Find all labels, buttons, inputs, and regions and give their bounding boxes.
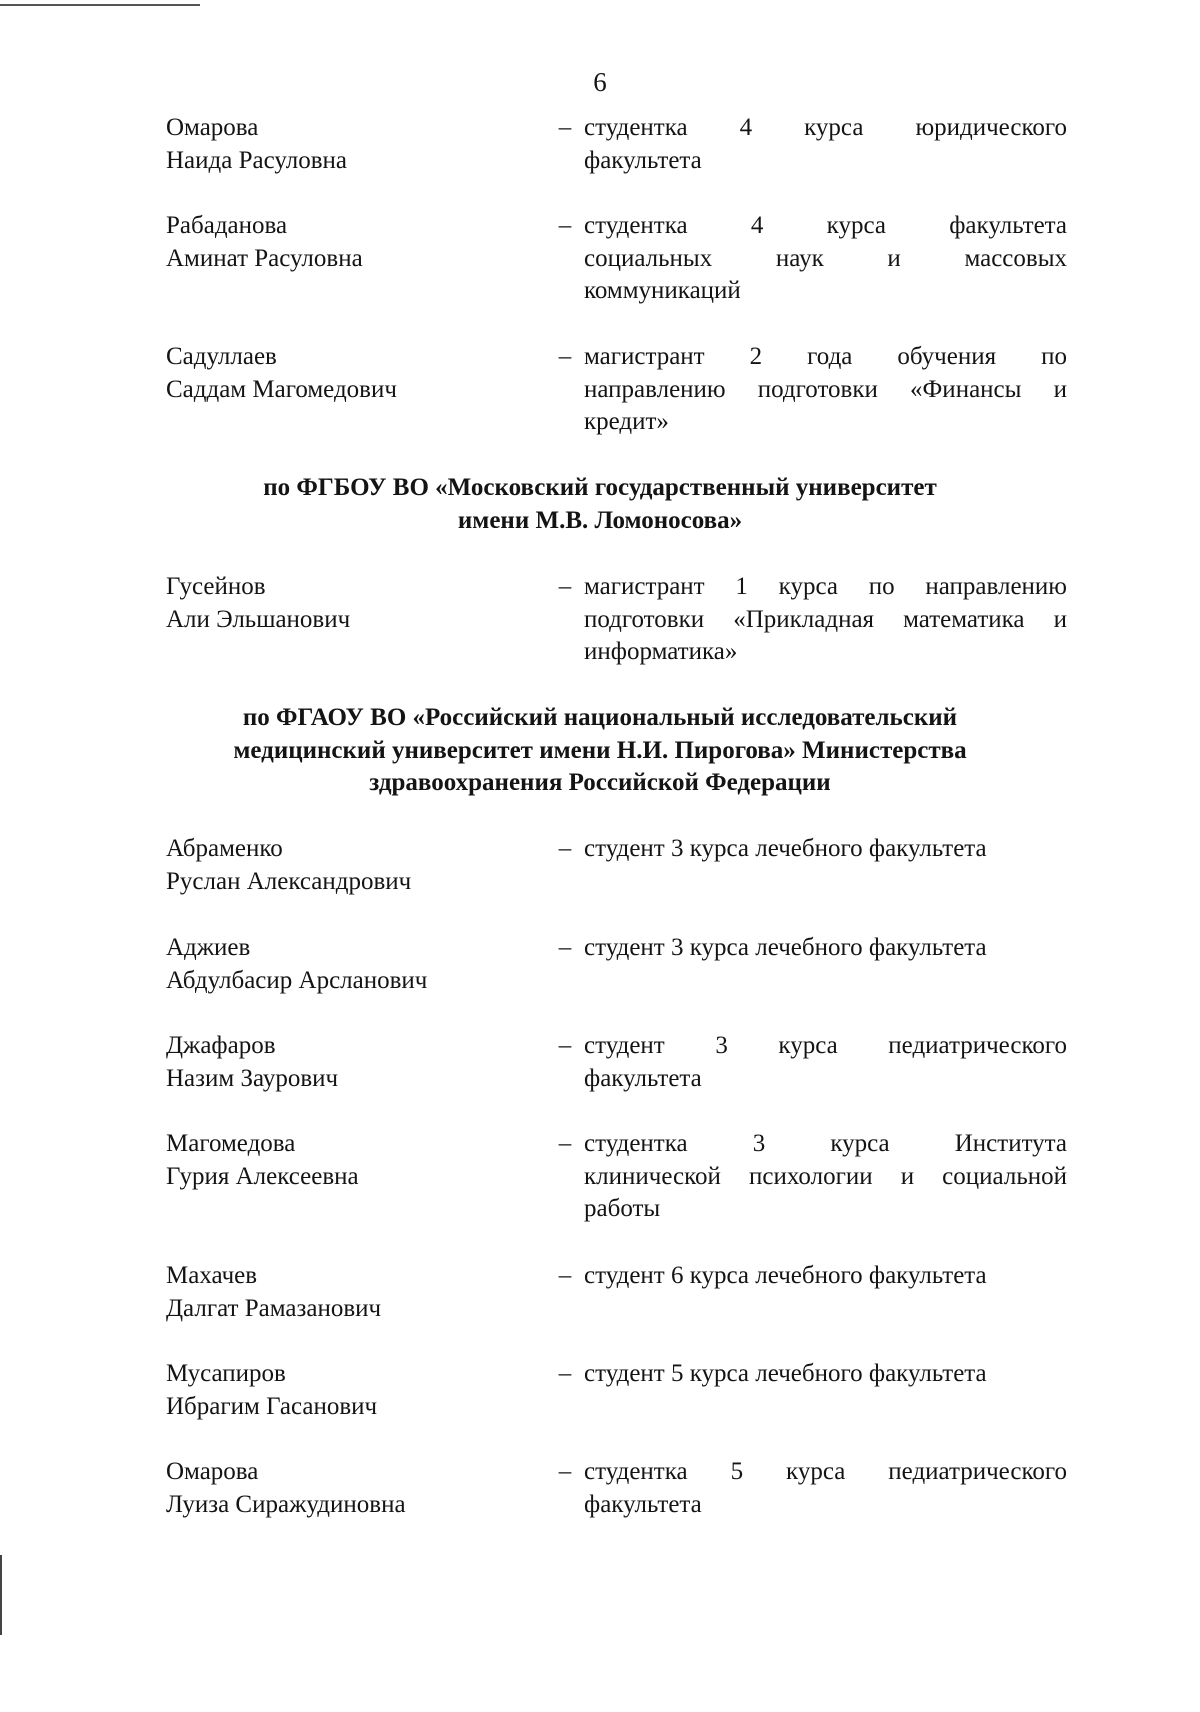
dash: – — [558, 1458, 572, 1485]
given-names: Руслан Александрович — [166, 867, 412, 895]
dash: – — [558, 343, 572, 370]
person-name — [166, 1128, 546, 1193]
description-line: студент 3 курса лечебного факультета — [584, 934, 987, 961]
description-line: студентка 4 курса юридического — [584, 114, 1067, 141]
person-description — [584, 1030, 1067, 1095]
description-line: факультета — [584, 146, 702, 174]
description-line: факультета — [584, 1490, 702, 1518]
section-heading-rnimu — [130, 702, 1070, 800]
description-line: факультета — [584, 1064, 702, 1092]
description-line: студентка 3 курса Института — [584, 1130, 1067, 1157]
scan-margin-mark — [0, 1555, 2, 1635]
person-name — [166, 932, 546, 997]
surname: Магомедова — [166, 1130, 296, 1157]
scan-edge-line — [0, 4, 200, 6]
given-names: Ибрагим Гасанович — [166, 1392, 378, 1420]
dash: – — [558, 114, 572, 141]
heading-line: медицинский университет имени Н.И. Пирогова» Министерства — [233, 736, 967, 764]
person-name — [166, 112, 546, 177]
given-names: Назим Заурович — [166, 1064, 339, 1092]
person-description — [584, 1456, 1067, 1521]
dash: – — [558, 934, 572, 961]
description-line: направлению подготовки «Финансы и — [584, 375, 1067, 403]
surname: Аджиев — [166, 934, 251, 961]
surname: Махачев — [166, 1262, 258, 1289]
given-names: Далгат Рамазанович — [166, 1294, 382, 1322]
given-names: Наида Расуловна — [166, 146, 348, 174]
given-names: Аминат Расуловна — [166, 244, 363, 272]
dash: – — [558, 1360, 572, 1387]
person-description — [584, 1128, 1067, 1226]
description-line: магистрант 2 года обучения по — [584, 343, 1067, 370]
description-line: работы — [584, 1195, 661, 1222]
dash: – — [558, 1262, 572, 1289]
dash: – — [558, 573, 572, 600]
person-name — [166, 1260, 546, 1325]
surname: Рабаданова — [166, 212, 288, 239]
surname: Абраменко — [166, 835, 283, 862]
description-line: студентка 4 курса факультета — [584, 212, 1067, 239]
person-name — [166, 571, 546, 636]
surname: Омарова — [166, 1458, 259, 1485]
description-line: студент 3 курса лечебного факультета — [584, 835, 987, 862]
person-name — [166, 1358, 546, 1423]
surname: Мусапиров — [166, 1360, 286, 1387]
person-name — [166, 1030, 546, 1095]
description-line: студентка 5 курса педиатрического — [584, 1458, 1067, 1485]
heading-line: по ФГБОУ ВО «Московский государственный университет — [263, 474, 937, 501]
person-description — [584, 833, 1067, 866]
description-line: информатика» — [584, 638, 738, 665]
person-description — [584, 210, 1067, 308]
surname: Гусейнов — [166, 573, 266, 600]
given-names: Луиза Сиражудиновна — [166, 1490, 406, 1518]
given-names: Али Эльшанович — [166, 605, 351, 633]
page-number: 6 — [593, 67, 607, 97]
person-name — [166, 1456, 546, 1521]
dash: – — [558, 1130, 572, 1157]
heading-line: по ФГАОУ ВО «Российский национальный исследовательский — [242, 704, 958, 731]
dash: – — [558, 835, 572, 862]
section-heading-msu — [130, 472, 1070, 537]
description-line: студент 6 курса лечебного факультета — [584, 1262, 987, 1289]
person-description — [584, 1260, 1067, 1293]
person-name — [166, 833, 546, 898]
dash: – — [558, 1032, 572, 1059]
person-description — [584, 1358, 1067, 1391]
person-description — [584, 341, 1067, 439]
heading-line: имени М.В. Ломоносова» — [457, 506, 743, 534]
person-description — [584, 932, 1067, 965]
surname: Джафаров — [166, 1032, 276, 1059]
description-line: социальных наук и массовых — [584, 244, 1067, 272]
description-line: магистрант 1 курса по направлению — [584, 573, 1067, 600]
given-names: Абдулбасир Арсланович — [166, 966, 428, 994]
description-line: подготовки «Прикладная математика и — [584, 605, 1067, 633]
description-line: студент 5 курса лечебного факультета — [584, 1360, 987, 1387]
person-description — [584, 571, 1067, 669]
surname: Омарова — [166, 114, 259, 141]
description-line: кредит» — [584, 408, 669, 435]
heading-line: здравоохранения Российской Федерации — [369, 769, 831, 796]
description-line: клинической психологии и социальной — [584, 1162, 1067, 1190]
person-name — [166, 341, 546, 406]
given-names: Саддам Магомедович — [166, 375, 397, 403]
description-line: коммуникаций — [584, 277, 741, 304]
given-names: Гурия Алексеевна — [166, 1162, 359, 1190]
surname: Садуллаев — [166, 343, 277, 370]
dash: – — [558, 212, 572, 239]
person-description — [584, 112, 1067, 177]
description-line: студент 3 курса педиатрического — [584, 1032, 1067, 1059]
person-name — [166, 210, 546, 275]
